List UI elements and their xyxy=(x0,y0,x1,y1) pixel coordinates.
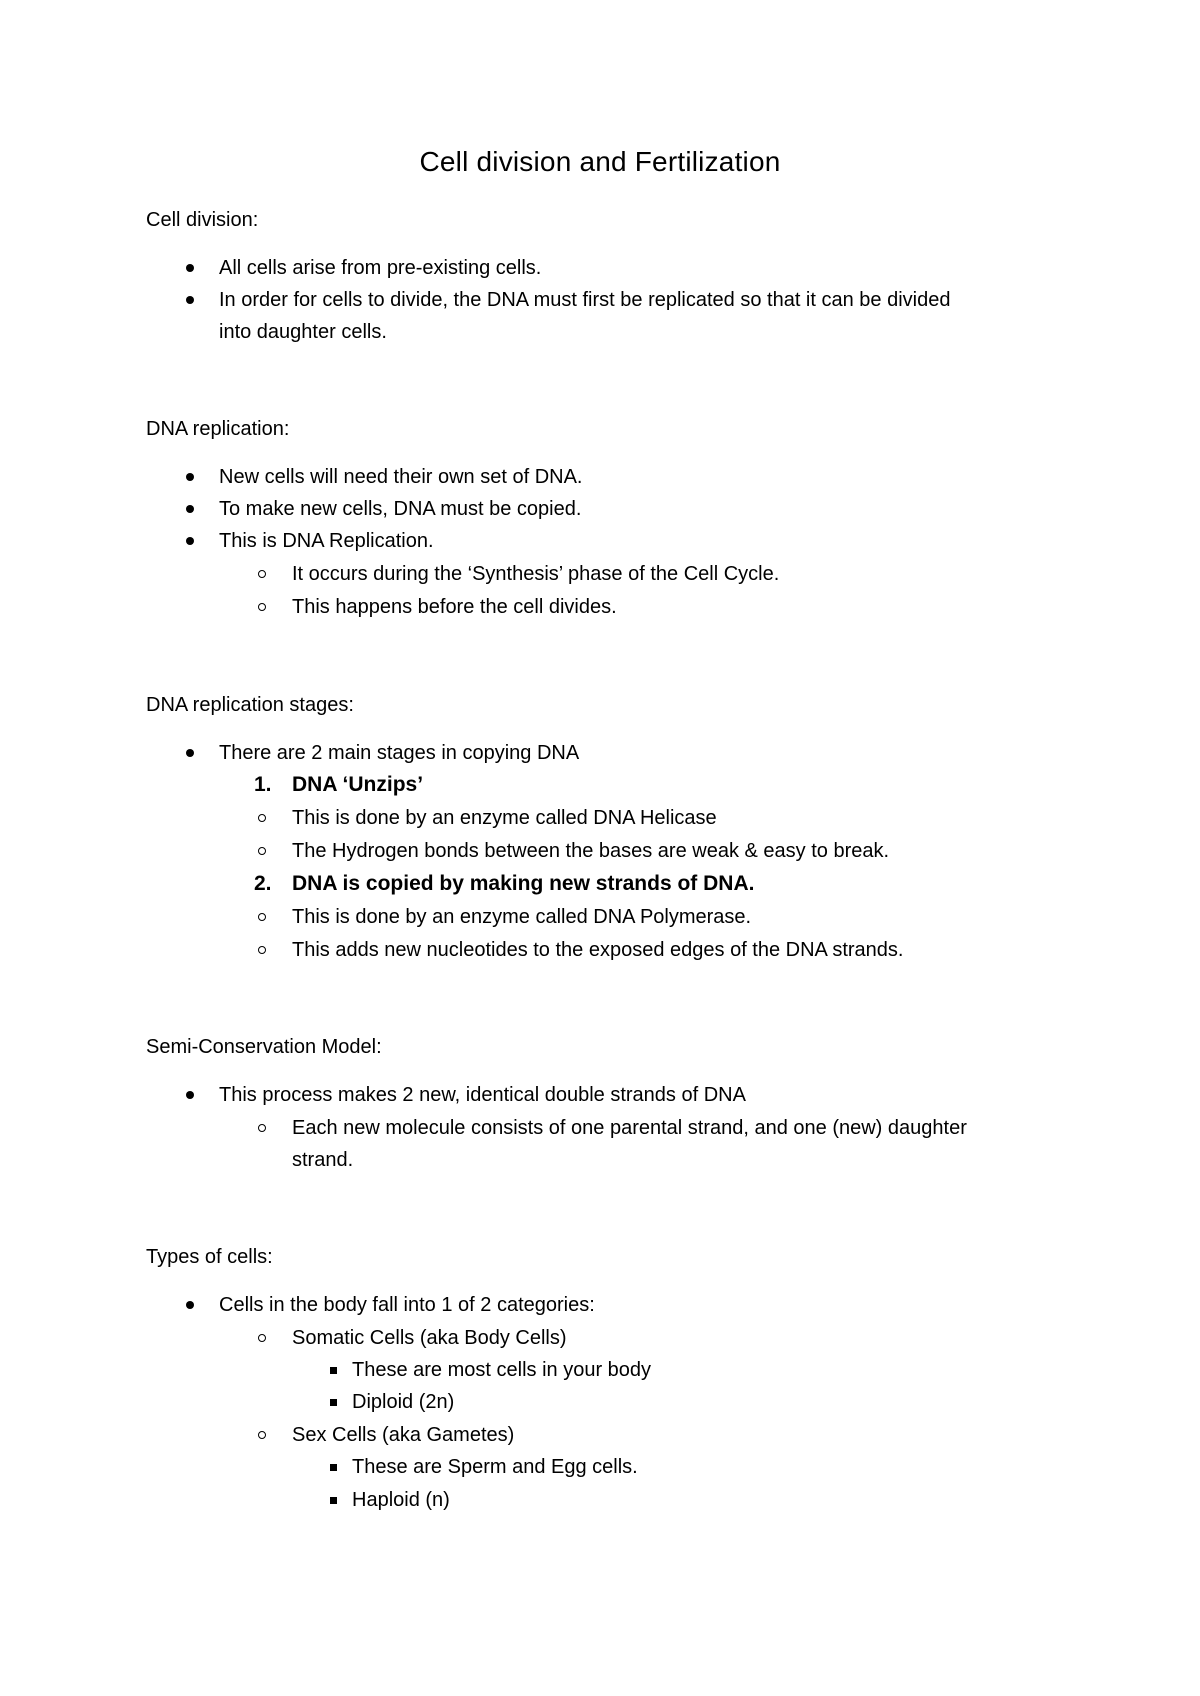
sub-list-item: The Hydrogen bonds between the bases are weak & easy to break. xyxy=(292,840,890,862)
stage-heading: DNA ‘Unzips’ xyxy=(292,773,424,796)
bullet-circle-icon xyxy=(258,1124,266,1132)
bullet-circle-icon xyxy=(258,946,266,954)
list-item: In order for cells to divide, the DNA must first be replicated so that it can be divided xyxy=(219,289,951,311)
section-heading-dna-replication: DNA replication: xyxy=(146,418,290,440)
bullet-circle-icon xyxy=(258,814,266,822)
section-heading-types-of-cells: Types of cells: xyxy=(146,1246,273,1268)
bullet-square-icon xyxy=(330,1367,337,1374)
list-item: All cells arise from pre-existing cells. xyxy=(219,257,542,279)
section-heading-semi-conservation: Semi-Conservation Model: xyxy=(146,1036,382,1058)
bullet-circle-icon xyxy=(258,913,266,921)
list-item: There are 2 main stages in copying DNA xyxy=(219,742,580,764)
sub-list-item: This is done by an enzyme called DNA Polymerase. xyxy=(292,906,752,928)
section-heading-dna-replication-stages: DNA replication stages: xyxy=(146,694,354,716)
list-item-continuation: into daughter cells. xyxy=(219,321,387,343)
bullet-disc-icon xyxy=(186,473,194,481)
sub-sub-list-item: Diploid (2n) xyxy=(352,1391,455,1413)
sub-list-item: This is done by an enzyme called DNA Helicase xyxy=(292,807,717,829)
sub-list-item-continuation: strand. xyxy=(292,1149,354,1171)
bullet-circle-icon xyxy=(258,1334,266,1342)
stage-heading: DNA is copied by making new strands of DNA. xyxy=(292,872,755,895)
sub-list-item: This happens before the cell divides. xyxy=(292,596,617,618)
sub-list-item: Each new molecule consists of one parental strand, and one (new) daughter xyxy=(292,1117,967,1139)
sub-list-item: Sex Cells (aka Gametes) xyxy=(292,1424,515,1446)
stage-number: 2. xyxy=(254,872,272,895)
bullet-circle-icon xyxy=(258,603,266,611)
sub-list-item: It occurs during the ‘Synthesis’ phase of the Cell Cycle. xyxy=(292,563,780,585)
bullet-circle-icon xyxy=(258,1431,266,1439)
document-title: Cell division and Fertilization xyxy=(419,146,781,177)
sub-list-item: Somatic Cells (aka Body Cells) xyxy=(292,1327,567,1349)
list-item: Cells in the body fall into 1 of 2 categories: xyxy=(219,1294,595,1316)
bullet-square-icon xyxy=(330,1497,337,1504)
stage-number: 1. xyxy=(254,773,272,796)
sub-sub-list-item: Haploid (n) xyxy=(352,1489,450,1511)
bullet-disc-icon xyxy=(186,749,194,757)
bullet-square-icon xyxy=(330,1464,337,1471)
list-item: This is DNA Replication. xyxy=(219,530,434,552)
bullet-disc-icon xyxy=(186,537,194,545)
bullet-circle-icon xyxy=(258,847,266,855)
sub-list-item: This adds new nucleotides to the exposed edges of the DNA strands. xyxy=(292,939,904,961)
sub-sub-list-item: These are Sperm and Egg cells. xyxy=(352,1456,638,1478)
bullet-circle-icon xyxy=(258,570,266,578)
bullet-square-icon xyxy=(330,1399,337,1406)
bullet-disc-icon xyxy=(186,264,194,272)
bullet-disc-icon xyxy=(186,1301,194,1309)
sub-sub-list-item: These are most cells in your body xyxy=(352,1359,652,1381)
list-item: To make new cells, DNA must be copied. xyxy=(219,498,582,520)
bullet-disc-icon xyxy=(186,296,194,304)
list-item: This process makes 2 new, identical double strands of DNA xyxy=(219,1084,746,1106)
bullet-disc-icon xyxy=(186,1091,194,1099)
list-item: New cells will need their own set of DNA. xyxy=(219,466,583,488)
section-heading-cell-division: Cell division: xyxy=(146,209,259,231)
bullet-disc-icon xyxy=(186,505,194,513)
